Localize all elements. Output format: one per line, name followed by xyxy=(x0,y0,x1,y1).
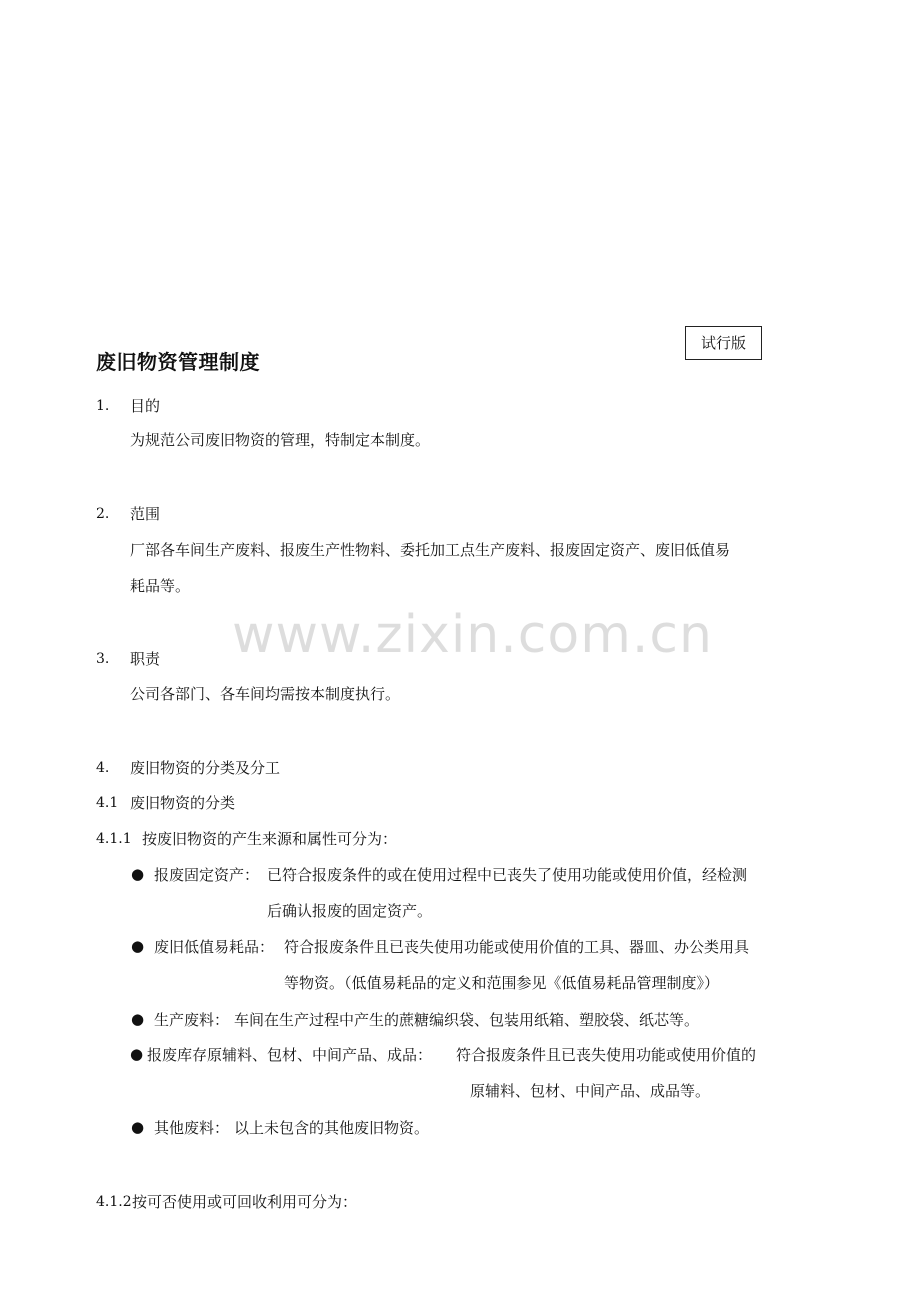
section-4-1-1-heading: 按废旧物资的产生来源和属性可分为： xyxy=(142,830,398,848)
section-4-heading: 废旧物资的分类及分工 xyxy=(130,759,281,777)
bullet-3-label: 生产废料： xyxy=(154,1011,230,1029)
bullet-1-label: 报废固定资产： xyxy=(154,866,260,884)
section-4-1-heading: 废旧物资的分类 xyxy=(130,794,236,812)
bullet-5-label: 其他废料： xyxy=(154,1119,230,1137)
section-2-number: 2. xyxy=(96,506,110,522)
bullet-dot-icon: ● xyxy=(131,865,145,883)
bullet-2-line1: 符合报废条件且已丧失使用功能或使用价值的工具、器皿、办公类用具 xyxy=(284,938,750,956)
section-1-heading: 目的 xyxy=(130,397,161,415)
section-1-number: 1. xyxy=(96,398,110,414)
watermark-text: www.zixin.com.cn xyxy=(232,605,713,665)
bullet-3-line1: 车间在生产过程中产生的蔗糖编织袋、包装用纸箱、塑胶袋、纸芯等。 xyxy=(234,1011,700,1029)
page-title: 废旧物资管理制度 xyxy=(96,350,260,374)
section-4-1-1-number: 4.1.1 xyxy=(96,831,132,847)
section-4-1-2-heading: 按可否使用或可回收利用可分为： xyxy=(132,1193,358,1211)
section-2-heading: 范围 xyxy=(130,505,161,523)
bullet-4-label: 报废库存原辅料、包材、中间产品、成品： xyxy=(147,1046,433,1064)
section-2-text-line2: 耗品等。 xyxy=(130,577,191,595)
bullet-2-line2: 等物资。（低值易耗品的定义和范围参见《低值易耗品管理制度》） xyxy=(284,974,720,992)
section-4-number: 4. xyxy=(96,760,110,776)
bullet-dot-icon: ● xyxy=(130,1045,144,1063)
bullet-1-line1: 已符合报废条件的或在使用过程中已丧失了使用功能或使用价值，经检测 xyxy=(267,866,748,884)
section-3-text: 公司各部门、各车间均需按本制度执行。 xyxy=(130,685,401,703)
section-4-1-number: 4.1 xyxy=(96,795,119,811)
section-2-text-line1: 厂部各车间生产废料、报废生产性物料、委托加工点生产废料、报废固定资产、废旧低值易 xyxy=(130,541,731,559)
bullet-1-line2: 后确认报废的固定资产。 xyxy=(267,902,433,920)
bullet-4-line1: 符合报废条件且已丧失使用功能或使用价值的 xyxy=(456,1046,757,1064)
trial-version-badge: 试行版 xyxy=(685,326,762,360)
bullet-2-label: 废旧低值易耗品： xyxy=(154,938,275,956)
bullet-dot-icon: ● xyxy=(131,937,145,955)
section-4-1-2-number: 4.1.2 xyxy=(96,1194,132,1210)
bullet-dot-icon: ● xyxy=(131,1010,145,1028)
bullet-5-line1: 以上未包含的其他废旧物资。 xyxy=(234,1119,430,1137)
bullet-4-line2: 原辅料、包材、中间产品、成品等。 xyxy=(470,1082,711,1100)
section-1-text: 为规范公司废旧物资的管理，特制定本制度。 xyxy=(130,431,431,449)
section-3-number: 3. xyxy=(96,651,110,667)
bullet-dot-icon: ● xyxy=(131,1118,145,1136)
section-3-heading: 职责 xyxy=(130,650,161,668)
